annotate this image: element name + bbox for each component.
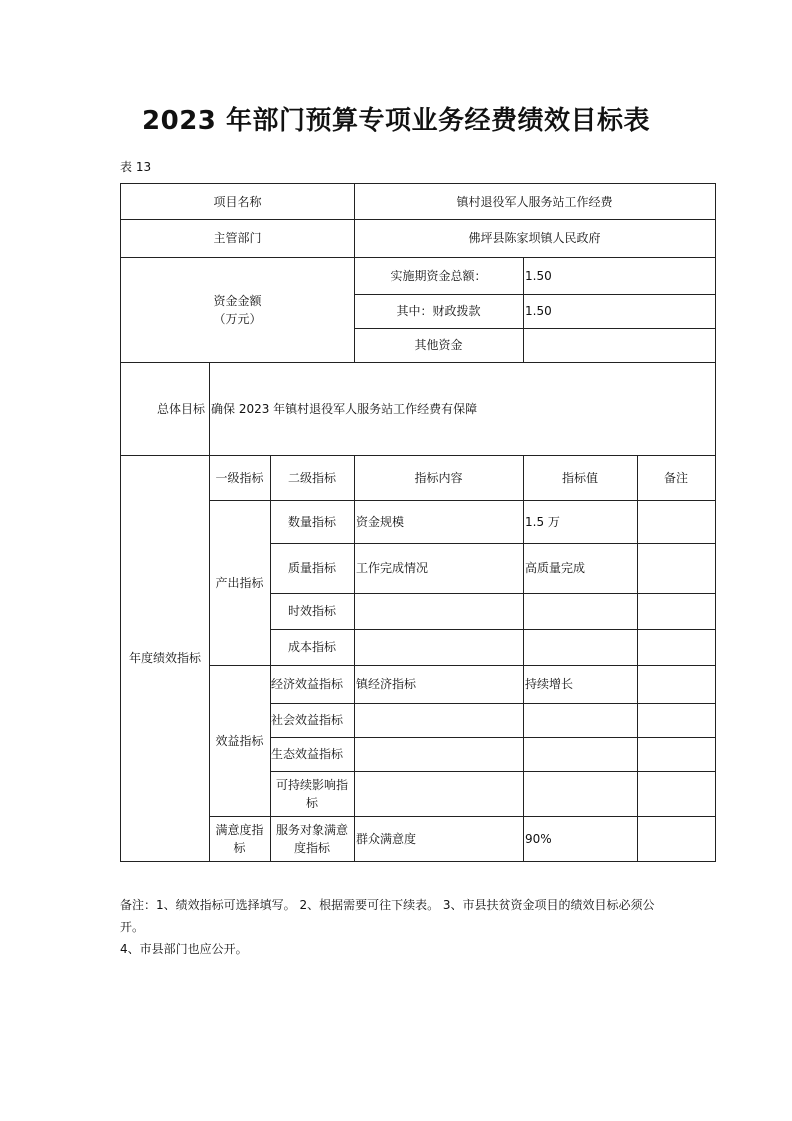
satisfaction-indicators-label <box>209 816 270 861</box>
header-content: 指标内容 <box>414 470 463 485</box>
header-value: 指标值 <box>561 470 598 485</box>
economic-value: 持续增长 <box>525 677 574 691</box>
sustainable-content <box>354 771 523 816</box>
satisfaction-value: 90% <box>525 831 552 846</box>
cost-content <box>354 629 523 665</box>
quality-indicator: 质量指标 <box>287 561 336 575</box>
sustainable-indicator <box>270 771 354 816</box>
fiscal-funds-value: 1.50 <box>525 304 552 318</box>
output-indicators-label: 产出指标 <box>215 575 264 590</box>
satisfaction-content: 群众满意度 <box>356 831 417 846</box>
other-funds-value <box>523 328 715 362</box>
funds-label-line1: 资金金额 <box>213 293 262 308</box>
service-satisfaction-line2: 度指标 <box>293 840 330 855</box>
service-satisfaction-line1: 服务对象满意 <box>275 822 348 837</box>
funds-label-line2: （万元） <box>213 311 262 326</box>
quantity-indicator: 数量指标 <box>287 514 336 529</box>
annual-indicators-label: 年度绩效指标 <box>128 651 201 665</box>
header-level2: 二级指标 <box>287 470 336 485</box>
timeliness-value <box>523 593 637 629</box>
quantity-value: 1.5 万 <box>525 514 560 529</box>
notes-line2: 开。 <box>120 920 145 934</box>
overall-goal-label: 总体目标 <box>156 401 205 416</box>
satisfaction-label-line2: 标 <box>233 840 246 855</box>
economic-content: 镇经济指标 <box>356 677 417 691</box>
total-funds-value: 1.50 <box>525 268 552 283</box>
quantity-content: 资金规模 <box>356 514 405 529</box>
sustainable-indicator-line2: 标 <box>305 795 318 810</box>
dept-label: 主管部门 <box>213 231 262 245</box>
project-name-value: 镇村退役军人服务站工作经费 <box>456 194 613 209</box>
funds-label <box>121 257 354 362</box>
economic-indicator: 经济效益指标 <box>271 677 344 691</box>
header-remark: 备注 <box>663 470 688 485</box>
dept-value: 佛坪县陈家坝镇人民政府 <box>468 231 601 245</box>
fiscal-funds-label: 其中：财政拨款 <box>396 304 481 318</box>
project-name-label: 项目名称 <box>213 194 262 209</box>
ecological-indicator: 生态效益指标 <box>271 747 344 761</box>
cost-indicator: 成本指标 <box>287 640 336 654</box>
social-value <box>523 703 637 737</box>
quality-content: 工作完成情况 <box>356 561 429 575</box>
social-indicator: 社会效益指标 <box>271 713 344 727</box>
satisfaction-label-line1: 满意度指 <box>215 822 264 837</box>
social-content <box>354 703 523 737</box>
timeliness-indicator: 时效指标 <box>287 604 336 618</box>
total-funds-label: 实施期资金总额： <box>390 268 487 283</box>
ecological-content <box>354 737 523 771</box>
sustainable-value <box>523 771 637 816</box>
service-satisfaction-indicator <box>270 816 354 861</box>
sustainable-indicator-line1: 可持续影响指 <box>275 777 348 792</box>
ecological-value <box>523 737 637 771</box>
timeliness-content <box>354 593 523 629</box>
benefit-indicators-label: 效益指标 <box>215 733 264 748</box>
header-level1: 一级指标 <box>215 470 264 485</box>
notes <box>120 894 720 960</box>
page-title: 2023 年部门预算专项业务经费绩效目标表 <box>142 106 650 136</box>
table-number: 表 13 <box>120 160 152 174</box>
performance-table <box>120 183 716 862</box>
overall-goal-value: 确保 2023 年镇村退役军人服务站工作经费有保障 <box>211 401 478 416</box>
cost-value <box>523 629 637 665</box>
quality-value: 高质量完成 <box>525 561 586 575</box>
other-funds-label: 其他资金 <box>414 338 463 352</box>
notes-line1: 备注：1、绩效指标可选择填写。 2、根据需要可往下续表。 3、市县扶贫资金项目的绩效目标必须公 <box>120 898 655 912</box>
notes-line3: 4、市县部门也应公开。 <box>120 942 248 956</box>
